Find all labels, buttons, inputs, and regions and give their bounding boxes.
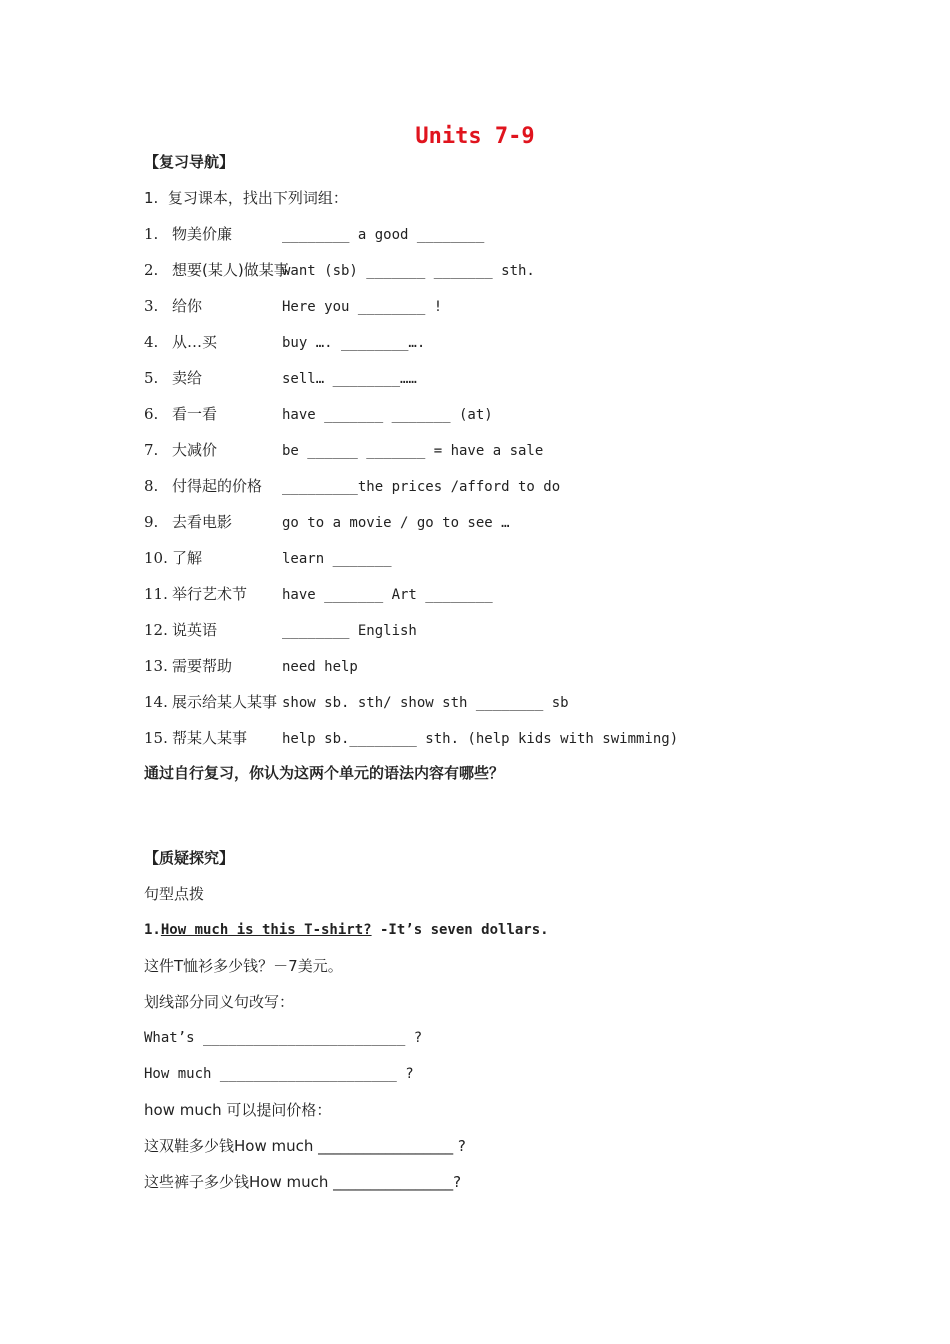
phrase-number: 2. bbox=[144, 261, 159, 279]
sentence-answer: -It’s seven dollars. bbox=[371, 922, 549, 938]
phrase-row bbox=[144, 440, 543, 461]
exercise-shoes: 这双鞋多少钱How much __________________ ? bbox=[144, 1137, 466, 1155]
sentence-number: 1. bbox=[144, 922, 161, 938]
phrase-english: be ______ _______ = have a sale bbox=[282, 443, 544, 459]
phrase-english: learn _______ bbox=[282, 551, 392, 567]
phrase-english: ________ English bbox=[282, 623, 417, 639]
phrase-chinese: 需要帮助 bbox=[172, 657, 233, 675]
phrase-number: 1. bbox=[144, 225, 159, 243]
phrase-chinese: 付得起的价格 bbox=[172, 477, 263, 495]
section-heading-inquiry: 【质疑探究】 bbox=[144, 849, 235, 867]
section-heading-review: 【复习导航】 bbox=[144, 153, 235, 171]
phrase-english: have _______ _______ (at) bbox=[282, 407, 493, 423]
phrase-row bbox=[144, 656, 358, 677]
phrase-chinese: 展示给某人某事 bbox=[172, 693, 278, 711]
rewrite-line-2: How much _____________________ ? bbox=[144, 1066, 414, 1082]
phrase-english: Here you ________ ! bbox=[282, 299, 443, 315]
grammar-question: 通过自行复习，你认为这两个单元的语法内容有哪些？ bbox=[144, 764, 505, 782]
phrase-row bbox=[144, 476, 560, 497]
phrase-row bbox=[144, 548, 392, 569]
phrase-row bbox=[144, 728, 678, 749]
phrase-chinese: 从…买 bbox=[172, 333, 218, 351]
sentence-translation: 这件T恤衫多少钱？－7美元。 bbox=[144, 957, 343, 975]
phrase-number: 15. bbox=[144, 729, 168, 747]
phrase-english: sell… ________…… bbox=[282, 371, 417, 387]
phrase-english: show sb. sth/ show sth ________ sb bbox=[282, 695, 569, 711]
phrase-number: 10. bbox=[144, 549, 168, 567]
phrase-english: _________the prices /afford to do bbox=[282, 479, 561, 495]
phrase-chinese: 帮某人某事 bbox=[172, 729, 248, 747]
phrase-number: 14. bbox=[144, 693, 168, 711]
phrase-chinese: 了解 bbox=[172, 549, 203, 567]
subheading-sentence-tips: 句型点拨 bbox=[144, 885, 205, 903]
phrase-number: 9. bbox=[144, 513, 159, 531]
phrase-english: want (sb) _______ _______ sth. bbox=[282, 263, 535, 279]
example-sentence bbox=[144, 920, 549, 940]
phrase-chinese: 去看电影 bbox=[172, 513, 233, 531]
phrase-chinese: 举行艺术节 bbox=[172, 585, 248, 603]
phrase-row bbox=[144, 512, 510, 533]
phrase-row bbox=[144, 260, 535, 281]
how-much-note: how much 可以提问价格： bbox=[144, 1101, 332, 1119]
rewrite-instruction: 划线部分同义句改写： bbox=[144, 993, 295, 1011]
phrase-row bbox=[144, 332, 425, 353]
phrase-number: 7. bbox=[144, 441, 159, 459]
phrase-chinese: 想要(某人)做某事 bbox=[172, 261, 289, 279]
phrase-number: 6. bbox=[144, 405, 159, 423]
phrase-row bbox=[144, 584, 493, 605]
phrase-english: ________ a good ________ bbox=[282, 227, 485, 243]
phrase-english: go to a movie / go to see … bbox=[282, 515, 510, 531]
phrase-row bbox=[144, 404, 493, 425]
phrase-chinese: 说英语 bbox=[172, 621, 218, 639]
phrase-number: 11. bbox=[144, 585, 168, 603]
phrase-english: buy …. ________…. bbox=[282, 335, 426, 351]
phrase-chinese: 大减价 bbox=[172, 441, 218, 459]
phrase-chinese: 看一看 bbox=[172, 405, 218, 423]
review-intro: 1. 复习课本，找出下列词组： bbox=[144, 189, 348, 207]
phrase-english: have _______ Art ________ bbox=[282, 587, 493, 603]
phrase-number: 12. bbox=[144, 621, 168, 639]
rewrite-line-1: What’s ________________________ ? bbox=[144, 1030, 423, 1046]
document-title: Units 7-9 bbox=[415, 124, 535, 149]
phrase-chinese: 卖给 bbox=[172, 369, 203, 387]
phrase-english: help sb.________ sth. (help kids with swimming) bbox=[282, 731, 679, 747]
phrase-number: 8. bbox=[144, 477, 159, 495]
phrase-row bbox=[144, 296, 442, 317]
phrase-number: 3. bbox=[144, 297, 159, 315]
phrase-chinese: 给你 bbox=[172, 297, 203, 315]
underlined-question: How much is this T-shirt? bbox=[160, 922, 372, 938]
phrase-row bbox=[144, 620, 417, 641]
exercise-trousers: 这些裤子多少钱How much ________________? bbox=[144, 1173, 462, 1191]
phrase-number: 13. bbox=[144, 657, 168, 675]
phrase-row bbox=[144, 224, 484, 245]
phrase-row bbox=[144, 692, 569, 713]
phrase-number: 4. bbox=[144, 333, 159, 351]
phrase-english: need help bbox=[282, 659, 358, 675]
phrase-row bbox=[144, 368, 417, 389]
phrase-chinese: 物美价廉 bbox=[172, 225, 233, 243]
phrase-number: 5. bbox=[144, 369, 159, 387]
